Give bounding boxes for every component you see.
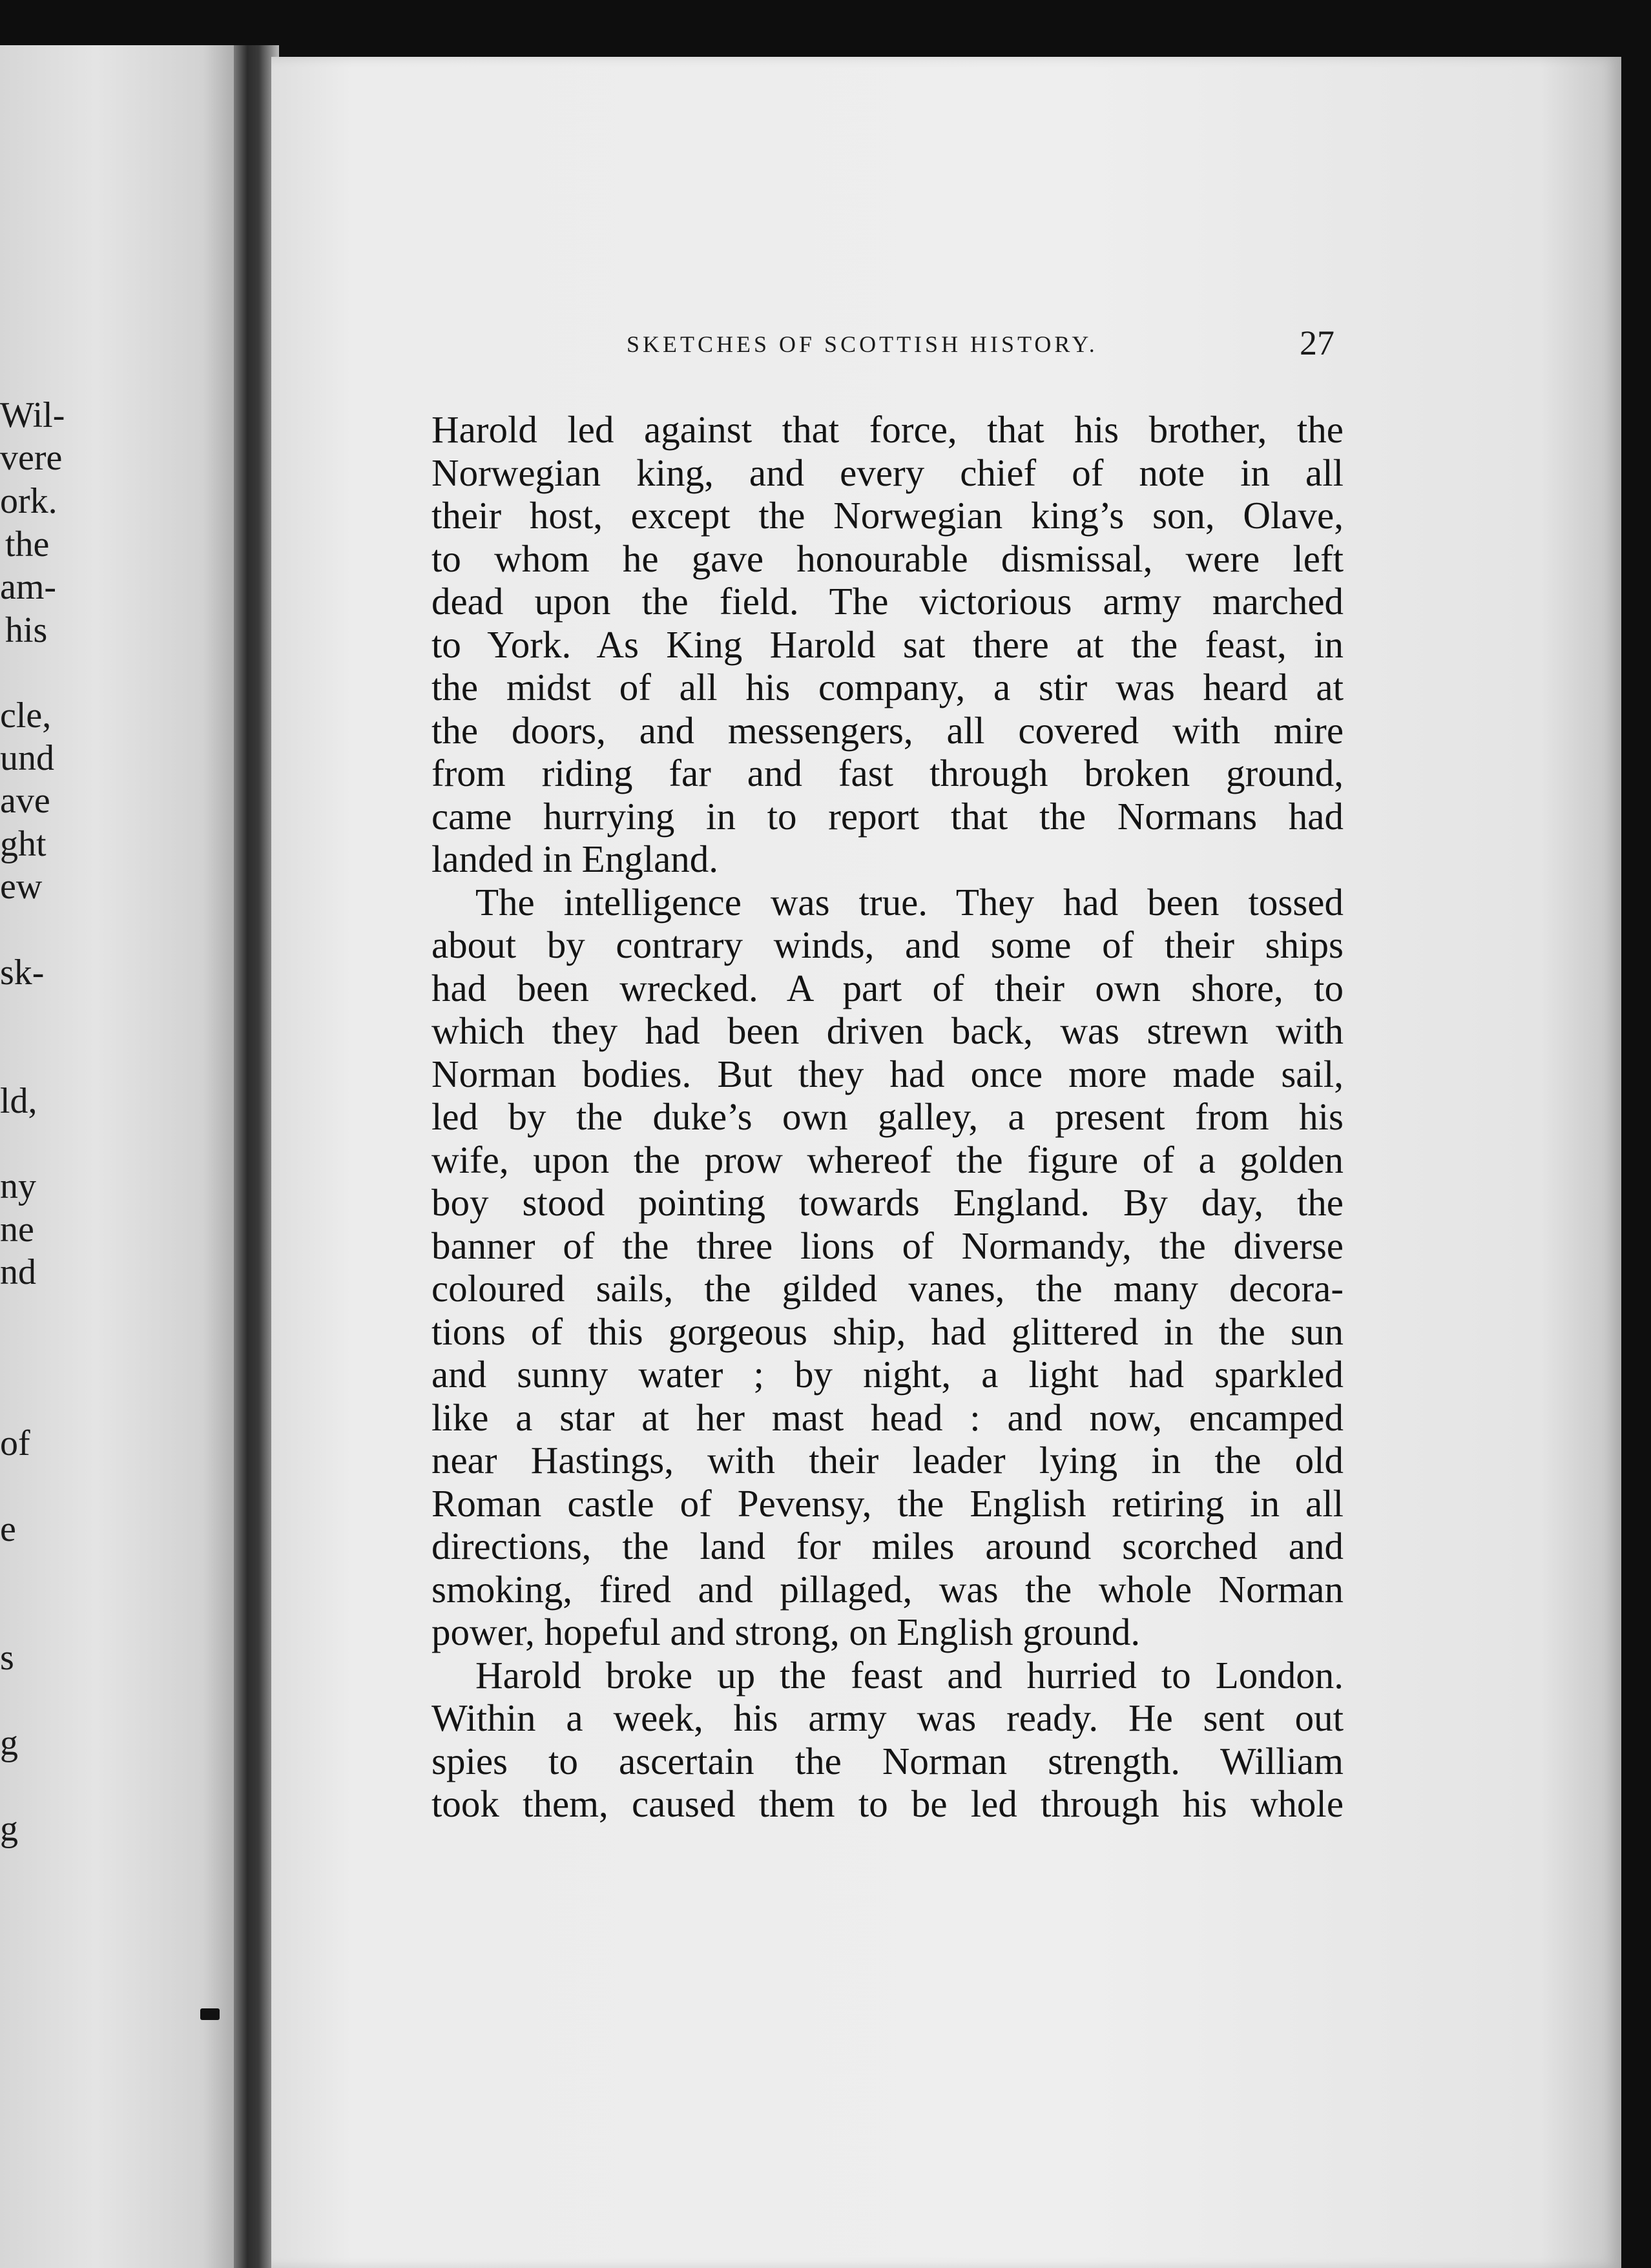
text-line: and sunny water ; by night, a light had sparkled — [431, 1353, 1344, 1396]
text-line: the midst of all his company, a stir was heard at — [431, 666, 1344, 708]
fragment: g — [0, 1809, 18, 1849]
text-line: came hurrying in to report that the Normans had — [431, 794, 1344, 838]
text-line: tions of this gorgeous ship, had glittered in the sun — [431, 1310, 1344, 1353]
fragment: ave — [0, 781, 50, 821]
text-line: near Hastings, with their leader lying in the old — [431, 1439, 1344, 1481]
fragment: ork. — [0, 481, 57, 521]
paragraph-first-line: The intelligence was true. They had been tossed — [475, 880, 1344, 923]
gutter-mark — [200, 2008, 220, 2020]
text-line: like a star at her mast head : and now, encamped — [431, 1396, 1344, 1439]
fragment: g — [0, 1723, 18, 1763]
fragment: nd — [0, 1252, 36, 1292]
fragment: his — [5, 610, 48, 650]
text-line: about by contrary winds, and some of their ships — [431, 923, 1344, 966]
fragment: und — [0, 738, 54, 778]
text-line: from riding far and fast through broken ground, — [431, 752, 1344, 794]
text-line: the doors, and messengers, all covered with mire — [431, 708, 1344, 752]
text-line: their host, except the Norwegian king’s son, Olave, — [431, 494, 1344, 537]
text-line: landed in England. — [431, 838, 719, 880]
paragraph-first-line: Harold broke up the feast and hurried to London. — [475, 1653, 1344, 1696]
text-line: Norwegian king, and every chief of note in all — [431, 451, 1344, 494]
fragment: sk- — [0, 953, 45, 993]
text-line: Harold led against that force, that his brother, the — [431, 408, 1344, 451]
text-line: directions, the land for miles around scorched and — [431, 1525, 1344, 1567]
text-line: Within a week, his army was ready. He sent out — [431, 1696, 1344, 1739]
text-line: dead upon the field. The victorious army marched — [431, 580, 1344, 623]
fragment: am- — [0, 567, 57, 607]
text-line: Norman bodies. But they had once more made sail, — [431, 1052, 1344, 1095]
text-line: Roman castle of Pevensy, the English retiring in all — [431, 1481, 1344, 1525]
previous-page — [0, 45, 239, 2268]
text-line: to York. As King Harold sat there at the feast, in — [431, 623, 1344, 666]
text-line: boy stood pointing towards England. By day, the — [431, 1181, 1344, 1224]
text-line: took them, caused them to be led through his whole — [431, 1782, 1344, 1825]
fragment: ne — [0, 1210, 34, 1250]
page-number: 27 — [1300, 324, 1334, 362]
fragment: of — [0, 1423, 30, 1463]
text-line: led by the duke’s own galley, a present from his — [431, 1095, 1344, 1138]
text-line: banner of the three lions of Normandy, the diverse — [431, 1224, 1344, 1267]
fragment: ld, — [0, 1081, 37, 1121]
fragment: the — [5, 524, 50, 564]
fragment: vere — [0, 438, 63, 478]
fragment: e — [0, 1509, 16, 1549]
fragment: s — [0, 1638, 14, 1678]
body-text — [431, 408, 1344, 1826]
fragment: ew — [0, 867, 43, 907]
previous-page-text-fragments — [0, 45, 239, 2268]
fragment: ny — [0, 1166, 36, 1206]
text-line: which they had been driven back, was strewn with — [431, 1009, 1344, 1052]
text-line: smoking, fired and pillaged, was the whole Norman — [431, 1567, 1344, 1611]
text-line: to whom he gave honourable dismissal, were left — [431, 537, 1344, 580]
text-line: coloured sails, the gilded vanes, the many decora- — [431, 1267, 1344, 1310]
running-head: SKETCHES OF SCOTTISH HISTORY. — [627, 331, 1098, 357]
fragment: Wil- — [0, 395, 65, 435]
text-line: spies to ascertain the Norman strength. William — [431, 1739, 1344, 1782]
text-line: had been wrecked. A part of their own shore, to — [431, 966, 1344, 1009]
text-line: power, hopeful and strong, on English ground. — [431, 1611, 1141, 1653]
fragment: ght — [0, 824, 47, 864]
fragment: cle, — [0, 696, 52, 736]
text-line: wife, upon the prow whereof the figure of a golden — [431, 1138, 1344, 1181]
